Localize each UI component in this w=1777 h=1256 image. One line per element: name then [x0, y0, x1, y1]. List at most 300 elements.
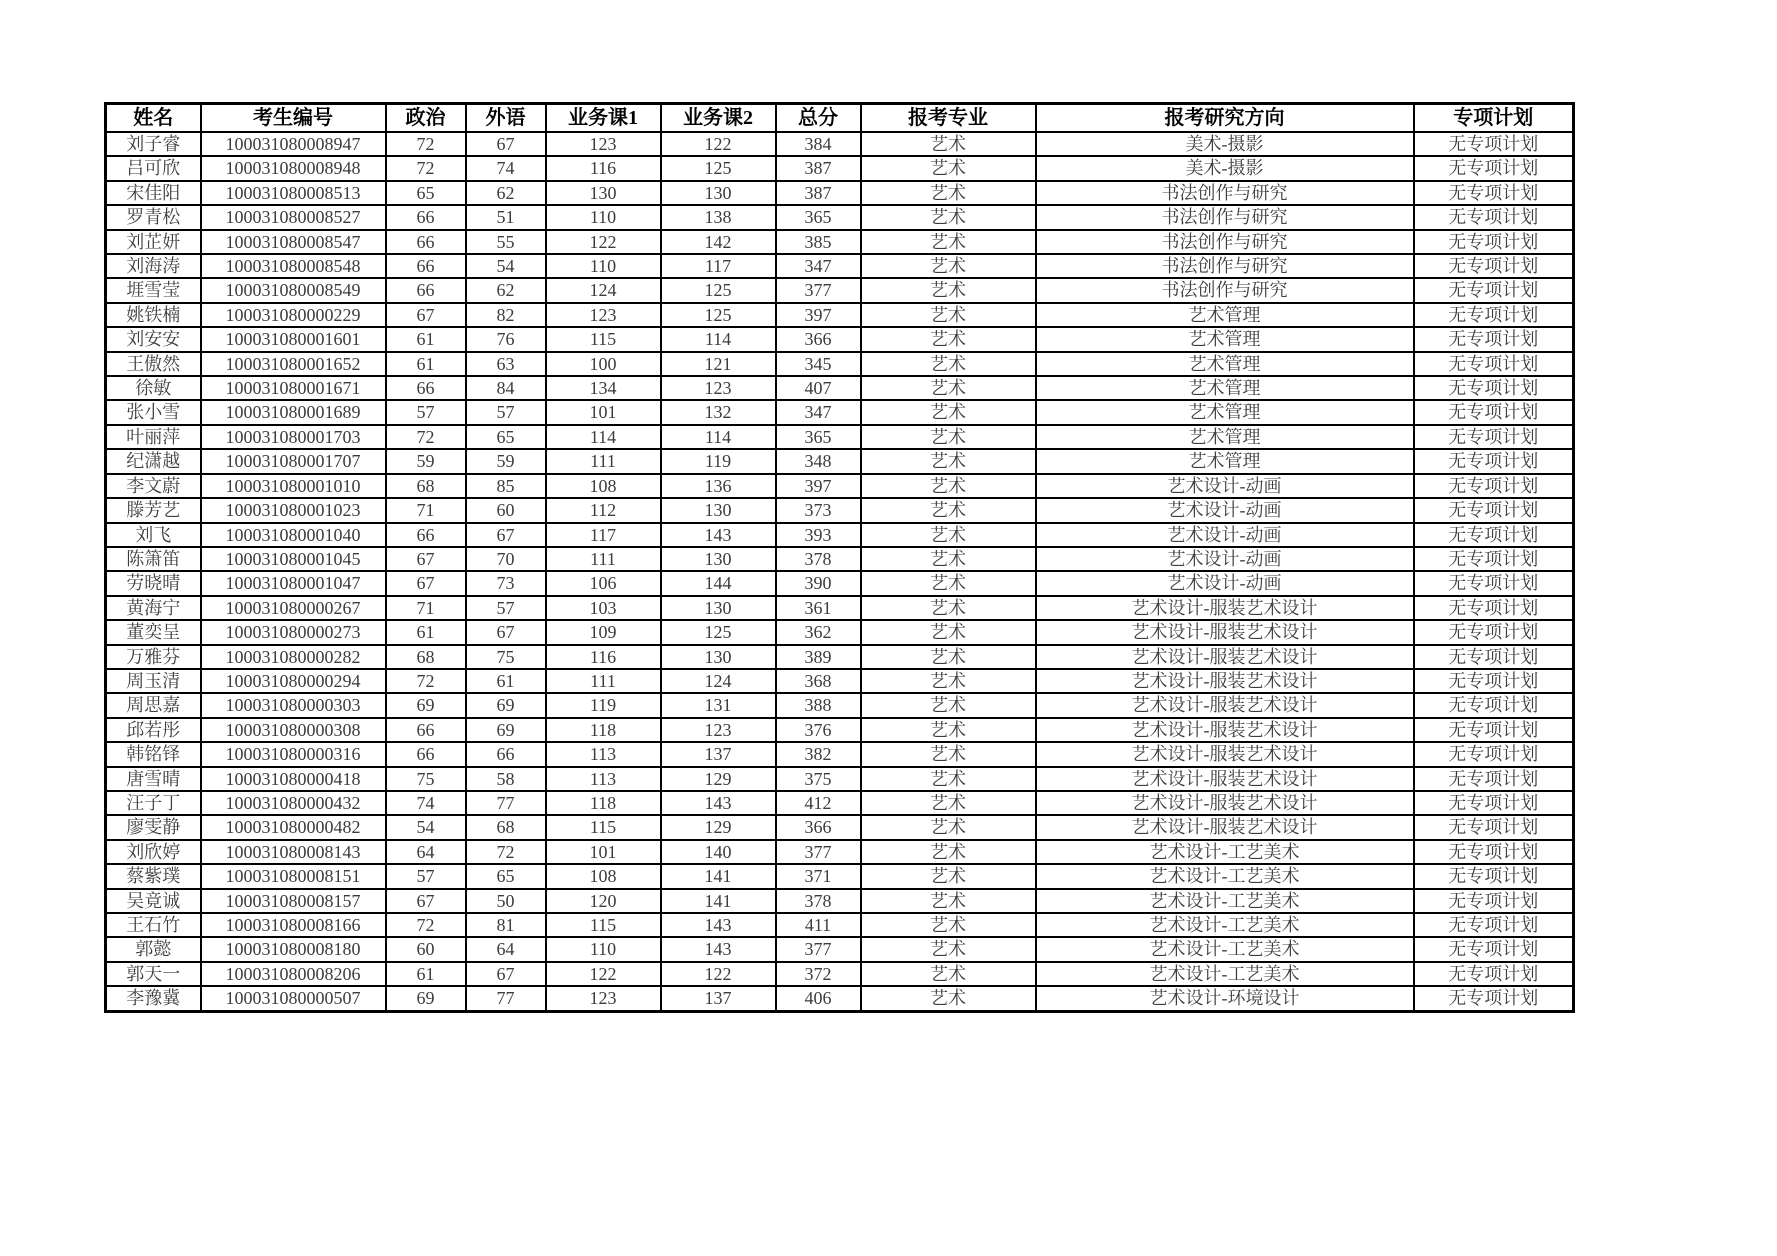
- cell: 艺术管理: [1036, 449, 1414, 473]
- cell: 137: [661, 742, 776, 766]
- cell: 100031080000273: [201, 620, 386, 644]
- cell: 郭天一: [106, 962, 201, 986]
- cell: 100031080008143: [201, 840, 386, 864]
- cell: 无专项计划: [1414, 303, 1574, 327]
- cell: 艺术: [861, 937, 1036, 961]
- cell: 无专项计划: [1414, 913, 1574, 937]
- cell: 137: [661, 986, 776, 1011]
- cell: 384: [776, 132, 861, 156]
- cell: 67: [386, 571, 466, 595]
- cell: 100: [546, 352, 661, 376]
- cell: 50: [466, 889, 546, 913]
- cell: 111: [546, 547, 661, 571]
- cell: 100031080001047: [201, 571, 386, 595]
- table-row: [106, 913, 1574, 937]
- cell: 140: [661, 840, 776, 864]
- cell: 71: [386, 498, 466, 522]
- cell: 刘芷妍: [106, 230, 201, 254]
- cell: 66: [466, 742, 546, 766]
- cell: 60: [386, 937, 466, 961]
- table-row: [106, 205, 1574, 229]
- cell: 无专项计划: [1414, 449, 1574, 473]
- cell: 118: [546, 718, 661, 742]
- cell: 无专项计划: [1414, 669, 1574, 693]
- cell: 艺术设计-工艺美术: [1036, 840, 1414, 864]
- cell: 艺术设计-服装艺术设计: [1036, 718, 1414, 742]
- cell: 72: [386, 425, 466, 449]
- cell: 艺术: [861, 376, 1036, 400]
- cell: 122: [661, 962, 776, 986]
- cell: 67: [466, 962, 546, 986]
- cell: 书法创作与研究: [1036, 254, 1414, 278]
- cell: 100031080000308: [201, 718, 386, 742]
- cell: 130: [546, 181, 661, 205]
- table-row: [106, 352, 1574, 376]
- admission-score-table: [104, 102, 1575, 1013]
- cell: 60: [466, 498, 546, 522]
- cell: 艺术管理: [1036, 327, 1414, 351]
- cell: 113: [546, 767, 661, 791]
- cell: 347: [776, 254, 861, 278]
- cell: 无专项计划: [1414, 718, 1574, 742]
- table-row: [106, 718, 1574, 742]
- cell: 艺术: [861, 767, 1036, 791]
- cell: 无专项计划: [1414, 767, 1574, 791]
- cell: 66: [386, 718, 466, 742]
- cell: 61: [466, 669, 546, 693]
- cell: 书法创作与研究: [1036, 230, 1414, 254]
- cell: 61: [386, 620, 466, 644]
- cell: 无专项计划: [1414, 425, 1574, 449]
- cell: 390: [776, 571, 861, 595]
- cell: 宋佳阳: [106, 181, 201, 205]
- cell: 100031080000267: [201, 596, 386, 620]
- cell: 111: [546, 669, 661, 693]
- table-row: [106, 937, 1574, 961]
- cell: 徐敏: [106, 376, 201, 400]
- table-row: [106, 132, 1574, 156]
- cell: 100031080001652: [201, 352, 386, 376]
- cell: 77: [466, 791, 546, 815]
- cell: 141: [661, 889, 776, 913]
- cell: 艺术: [861, 303, 1036, 327]
- cell: 110: [546, 205, 661, 229]
- cell: 142: [661, 230, 776, 254]
- cell: 57: [466, 400, 546, 424]
- cell: 67: [386, 547, 466, 571]
- cell: 71: [386, 596, 466, 620]
- cell: 68: [466, 815, 546, 839]
- cell: 371: [776, 864, 861, 888]
- cell: 61: [386, 962, 466, 986]
- cell: 李豫冀: [106, 986, 201, 1011]
- cell: 李文蔚: [106, 474, 201, 498]
- cell: 美术-摄影: [1036, 132, 1414, 156]
- cell: 123: [661, 376, 776, 400]
- cell: 397: [776, 303, 861, 327]
- cell: 无专项计划: [1414, 474, 1574, 498]
- cell: 纪潇越: [106, 449, 201, 473]
- cell: 艺术: [861, 400, 1036, 424]
- cell: 111: [546, 449, 661, 473]
- cell: 书法创作与研究: [1036, 181, 1414, 205]
- cell: 130: [661, 596, 776, 620]
- cell: 100031080000294: [201, 669, 386, 693]
- cell: 129: [661, 767, 776, 791]
- column-header-3: 外语: [466, 104, 546, 133]
- cell: 114: [661, 425, 776, 449]
- cell: 艺术: [861, 742, 1036, 766]
- cell: 347: [776, 400, 861, 424]
- cell: 59: [386, 449, 466, 473]
- cell: 143: [661, 937, 776, 961]
- cell: 69: [466, 718, 546, 742]
- table-row: [106, 181, 1574, 205]
- cell: 100031080000316: [201, 742, 386, 766]
- cell: 100031080008157: [201, 889, 386, 913]
- cell: 122: [546, 962, 661, 986]
- column-header-8: 报考研究方向: [1036, 104, 1414, 133]
- table-row: [106, 376, 1574, 400]
- cell: 368: [776, 669, 861, 693]
- cell: 123: [546, 986, 661, 1011]
- table-row: [106, 596, 1574, 620]
- cell: 无专项计划: [1414, 864, 1574, 888]
- cell: 66: [386, 254, 466, 278]
- cell: 艺术: [861, 327, 1036, 351]
- cell: 艺术管理: [1036, 352, 1414, 376]
- table-row: [106, 498, 1574, 522]
- cell: 艺术设计-服装艺术设计: [1036, 815, 1414, 839]
- cell: 72: [386, 156, 466, 180]
- cell: 100031080000303: [201, 693, 386, 717]
- cell: 100031080008151: [201, 864, 386, 888]
- cell: 114: [661, 327, 776, 351]
- cell: 100031080001703: [201, 425, 386, 449]
- cell: 69: [466, 693, 546, 717]
- cell: 59: [466, 449, 546, 473]
- cell: 143: [661, 791, 776, 815]
- cell: 116: [546, 156, 661, 180]
- cell: 397: [776, 474, 861, 498]
- cell: 100031080000482: [201, 815, 386, 839]
- cell: 125: [661, 620, 776, 644]
- column-header-4: 业务课1: [546, 104, 661, 133]
- cell: 唐雪晴: [106, 767, 201, 791]
- cell: 76: [466, 327, 546, 351]
- cell: 75: [466, 645, 546, 669]
- cell: 66: [386, 742, 466, 766]
- table-row: [106, 620, 1574, 644]
- cell: 109: [546, 620, 661, 644]
- cell: 万雅芬: [106, 645, 201, 669]
- cell: 66: [386, 523, 466, 547]
- cell: 361: [776, 596, 861, 620]
- cell: 艺术: [861, 791, 1036, 815]
- cell: 106: [546, 571, 661, 595]
- table-row: [106, 303, 1574, 327]
- cell: 艺术: [861, 962, 1036, 986]
- cell: 吕可欣: [106, 156, 201, 180]
- cell: 125: [661, 303, 776, 327]
- cell: 艺术: [861, 571, 1036, 595]
- cell: 董奕呈: [106, 620, 201, 644]
- cell: 366: [776, 327, 861, 351]
- cell: 100031080000507: [201, 986, 386, 1011]
- cell: 无专项计划: [1414, 327, 1574, 351]
- cell: 100031080008948: [201, 156, 386, 180]
- cell: 67: [466, 132, 546, 156]
- cell: 无专项计划: [1414, 376, 1574, 400]
- cell: 滕芳艺: [106, 498, 201, 522]
- cell: 无专项计划: [1414, 547, 1574, 571]
- cell: 115: [546, 913, 661, 937]
- cell: 无专项计划: [1414, 840, 1574, 864]
- cell: 艺术: [861, 693, 1036, 717]
- cell: 143: [661, 523, 776, 547]
- cell: 艺术: [861, 864, 1036, 888]
- cell: 艺术: [861, 986, 1036, 1011]
- cell: 100031080001689: [201, 400, 386, 424]
- cell: 101: [546, 400, 661, 424]
- cell: 100031080001671: [201, 376, 386, 400]
- column-header-7: 报考专业: [861, 104, 1036, 133]
- cell: 100031080008166: [201, 913, 386, 937]
- column-header-9: 专项计划: [1414, 104, 1574, 133]
- cell: 100031080008947: [201, 132, 386, 156]
- cell: 美术-摄影: [1036, 156, 1414, 180]
- cell: 陈箫笛: [106, 547, 201, 571]
- cell: 377: [776, 937, 861, 961]
- cell: 372: [776, 962, 861, 986]
- cell: 艺术管理: [1036, 303, 1414, 327]
- cell: 张小雪: [106, 400, 201, 424]
- cell: 100031080000418: [201, 767, 386, 791]
- table-body: [106, 132, 1574, 1011]
- cell: 艺术: [861, 669, 1036, 693]
- cell: 122: [546, 230, 661, 254]
- cell: 无专项计划: [1414, 596, 1574, 620]
- cell: 70: [466, 547, 546, 571]
- cell: 58: [466, 767, 546, 791]
- table-row: [106, 547, 1574, 571]
- cell: 100031080008180: [201, 937, 386, 961]
- cell: 艺术管理: [1036, 400, 1414, 424]
- table-row: [106, 742, 1574, 766]
- cell: 51: [466, 205, 546, 229]
- table-row: [106, 815, 1574, 839]
- cell: 376: [776, 718, 861, 742]
- cell: 无专项计划: [1414, 645, 1574, 669]
- cell: 121: [661, 352, 776, 376]
- cell: 57: [386, 864, 466, 888]
- cell: 王傲然: [106, 352, 201, 376]
- cell: 100031080008547: [201, 230, 386, 254]
- cell: 373: [776, 498, 861, 522]
- cell: 100031080001045: [201, 547, 386, 571]
- table-row: [106, 840, 1574, 864]
- cell: 堐雪莹: [106, 278, 201, 302]
- cell: 无专项计划: [1414, 352, 1574, 376]
- cell: 387: [776, 156, 861, 180]
- cell: 72: [386, 132, 466, 156]
- cell: 艺术: [861, 132, 1036, 156]
- cell: 无专项计划: [1414, 889, 1574, 913]
- cell: 叶丽萍: [106, 425, 201, 449]
- cell: 艺术设计-工艺美术: [1036, 864, 1414, 888]
- cell: 姚铁楠: [106, 303, 201, 327]
- cell: 122: [661, 132, 776, 156]
- cell: 141: [661, 864, 776, 888]
- cell: 73: [466, 571, 546, 595]
- cell: 382: [776, 742, 861, 766]
- cell: 113: [546, 742, 661, 766]
- cell: 366: [776, 815, 861, 839]
- cell: 无专项计划: [1414, 523, 1574, 547]
- table-row: [106, 962, 1574, 986]
- cell: 艺术: [861, 425, 1036, 449]
- cell: 无专项计划: [1414, 156, 1574, 180]
- cell: 无专项计划: [1414, 962, 1574, 986]
- cell: 艺术设计-服装艺术设计: [1036, 645, 1414, 669]
- column-header-5: 业务课2: [661, 104, 776, 133]
- table-header: [106, 104, 1574, 133]
- table-row: [106, 791, 1574, 815]
- column-header-6: 总分: [776, 104, 861, 133]
- cell: 100031080001601: [201, 327, 386, 351]
- cell: 64: [466, 937, 546, 961]
- cell: 100031080000282: [201, 645, 386, 669]
- cell: 68: [386, 474, 466, 498]
- cell: 61: [386, 327, 466, 351]
- cell: 72: [386, 669, 466, 693]
- cell: 129: [661, 815, 776, 839]
- cell: 艺术设计-工艺美术: [1036, 889, 1414, 913]
- cell: 130: [661, 498, 776, 522]
- cell: 无专项计划: [1414, 205, 1574, 229]
- table-row: [106, 986, 1574, 1011]
- column-header-2: 政治: [386, 104, 466, 133]
- cell: 吴竟诚: [106, 889, 201, 913]
- cell: 周思嘉: [106, 693, 201, 717]
- cell: 100031080008548: [201, 254, 386, 278]
- table-row: [106, 156, 1574, 180]
- cell: 108: [546, 474, 661, 498]
- cell: 艺术设计-动画: [1036, 474, 1414, 498]
- cell: 艺术: [861, 815, 1036, 839]
- cell: 艺术: [861, 889, 1036, 913]
- cell: 66: [386, 205, 466, 229]
- column-header-0: 姓名: [106, 104, 201, 133]
- cell: 艺术: [861, 474, 1036, 498]
- cell: 125: [661, 156, 776, 180]
- cell: 艺术设计-服装艺术设计: [1036, 767, 1414, 791]
- cell: 刘飞: [106, 523, 201, 547]
- cell: 周玉清: [106, 669, 201, 693]
- cell: 69: [386, 693, 466, 717]
- cell: 74: [386, 791, 466, 815]
- cell: 123: [546, 303, 661, 327]
- cell: 119: [661, 449, 776, 473]
- cell: 119: [546, 693, 661, 717]
- table-row: [106, 254, 1574, 278]
- cell: 艺术: [861, 498, 1036, 522]
- cell: 艺术设计-环境设计: [1036, 986, 1414, 1011]
- cell: 389: [776, 645, 861, 669]
- cell: 84: [466, 376, 546, 400]
- cell: 艺术设计-动画: [1036, 571, 1414, 595]
- cell: 378: [776, 547, 861, 571]
- cell: 131: [661, 693, 776, 717]
- cell: 67: [386, 889, 466, 913]
- cell: 廖雯静: [106, 815, 201, 839]
- cell: 艺术管理: [1036, 376, 1414, 400]
- cell: 130: [661, 547, 776, 571]
- cell: 377: [776, 278, 861, 302]
- table-row: [106, 767, 1574, 791]
- cell: 365: [776, 425, 861, 449]
- cell: 69: [386, 986, 466, 1011]
- table-row: [106, 425, 1574, 449]
- cell: 艺术设计-服装艺术设计: [1036, 693, 1414, 717]
- table-row: [106, 669, 1574, 693]
- cell: 艺术: [861, 181, 1036, 205]
- table-row: [106, 400, 1574, 424]
- cell: 57: [386, 400, 466, 424]
- cell: 艺术: [861, 620, 1036, 644]
- cell: 无专项计划: [1414, 742, 1574, 766]
- cell: 艺术: [861, 645, 1036, 669]
- cell: 57: [466, 596, 546, 620]
- cell: 72: [386, 913, 466, 937]
- cell: 101: [546, 840, 661, 864]
- cell: 郭懿: [106, 937, 201, 961]
- cell: 艺术设计-服装艺术设计: [1036, 791, 1414, 815]
- cell: 407: [776, 376, 861, 400]
- cell: 117: [546, 523, 661, 547]
- cell: 75: [386, 767, 466, 791]
- cell: 103: [546, 596, 661, 620]
- cell: 艺术设计-工艺美术: [1036, 913, 1414, 937]
- cell: 艺术: [861, 254, 1036, 278]
- cell: 罗青松: [106, 205, 201, 229]
- cell: 无专项计划: [1414, 937, 1574, 961]
- cell: 无专项计划: [1414, 181, 1574, 205]
- cell: 100031080008206: [201, 962, 386, 986]
- cell: 100031080000432: [201, 791, 386, 815]
- cell: 124: [661, 669, 776, 693]
- cell: 无专项计划: [1414, 278, 1574, 302]
- table-row: [106, 645, 1574, 669]
- cell: 406: [776, 986, 861, 1011]
- cell: 66: [386, 278, 466, 302]
- document-page: [104, 102, 1575, 1013]
- cell: 刘欣婷: [106, 840, 201, 864]
- cell: 艺术: [861, 156, 1036, 180]
- cell: 艺术: [861, 230, 1036, 254]
- cell: 艺术管理: [1036, 425, 1414, 449]
- cell: 邱若彤: [106, 718, 201, 742]
- cell: 100031080001707: [201, 449, 386, 473]
- cell: 艺术设计-服装艺术设计: [1036, 596, 1414, 620]
- cell: 100031080008549: [201, 278, 386, 302]
- cell: 书法创作与研究: [1036, 205, 1414, 229]
- table-row: [106, 864, 1574, 888]
- cell: 125: [661, 278, 776, 302]
- cell: 62: [466, 181, 546, 205]
- cell: 130: [661, 181, 776, 205]
- table-row: [106, 571, 1574, 595]
